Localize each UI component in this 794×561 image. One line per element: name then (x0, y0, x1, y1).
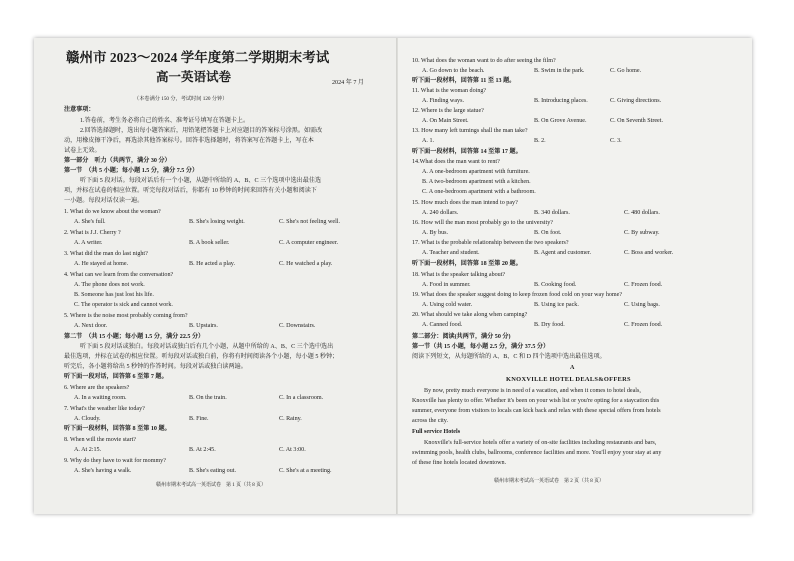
option-b: B. She's losing weight. (189, 219, 245, 225)
option-a: A. Next door. (74, 323, 108, 329)
exam-spread (34, 38, 752, 514)
option-c: C. She's not feeling well. (279, 219, 341, 225)
section-heading: 第二节 （共 15 小题；每小题 1.5 分，满分 22.5 分） (64, 334, 205, 340)
listening-prompt: 听下面一段对话，回答第 6 至第 7 题。 (64, 374, 168, 380)
passage-line: of these fine hotels located downtown. (412, 460, 507, 466)
option-a: A. On Main Street. (422, 118, 469, 124)
page-footer: 赣州市期末考试高一英语试卷 第 1 页（共 8 页） (156, 483, 267, 488)
option-b: B. A two-bedroom apartment with a kitchen. (422, 179, 531, 185)
option-c: C. 3. (610, 138, 622, 144)
exam-page-2 (398, 38, 752, 514)
option-c: C. On Seventh Street. (610, 118, 663, 124)
passage-line: across the city. (412, 418, 448, 424)
notice-title: 注意事项： (64, 107, 95, 113)
question-stem: 10. What does the woman want to do after seeing the film? (412, 58, 556, 64)
option-c: C. Boss and worker. (624, 250, 674, 256)
question-stem: 11. What is the woman doing? (412, 88, 487, 94)
question-stem: 12. Where is the large statue? (412, 108, 484, 114)
option-c: C. She's at a meeting. (279, 468, 332, 474)
option-b: B. Cooking food. (534, 282, 577, 288)
listening-prompt: 听下面一段材料，回答第 14 至第 17 题。 (412, 149, 522, 155)
option-b: B. On the train. (189, 395, 227, 401)
section-heading: 第一节（共 15 小题，每小题 2.5 分，满分 37.5 分） (412, 344, 550, 350)
option-c: C. A one-bedroom apartment with a bathroom. (422, 189, 536, 195)
option-a: A. A writer. (74, 240, 103, 246)
option-c: C. Go home. (610, 68, 642, 74)
question-stem: 18. What is the speaker talking about? (412, 272, 506, 278)
notice-line: 试卷上无效。 (64, 148, 101, 154)
question-stem: 8. When will the movie start? (64, 437, 136, 443)
option-a: A. 1. (422, 138, 435, 144)
instruction-line: 阅读下列短文，从每题所给的 A、B、C 和 D 四个选项中选出最佳选项。 (412, 354, 606, 360)
question-stem: 20. What should we take along when camping? (412, 312, 528, 318)
question-stem: 4. What can we learn from the conversation? (64, 272, 174, 278)
notice-line: 1.答卷前，考生务必将自己的姓名、准考证号填写在答题卡上。 (80, 118, 250, 124)
question-stem: 19. What does the speaker suggest doing to keep frozen food cold on your way home? (412, 292, 623, 298)
option-c: C. Using bags. (624, 302, 660, 308)
instruction-line: 一小题。每段对话仅读一遍。 (64, 198, 144, 204)
option-a: A. She's full. (74, 219, 106, 225)
listening-prompt: 听下面一段材料，回答第 11 至 13 题。 (412, 78, 516, 84)
question-stem: 7. What's the weather like today? (64, 406, 145, 412)
option-c: C. Giving directions. (610, 98, 662, 104)
listening-prompt: 听下面一段材料，回答第 18 至第 20 题。 (412, 261, 522, 267)
question-stem: 5. Where is the noise most probably coming from? (64, 313, 188, 319)
question-stem: 15. How much does the man intend to pay? (412, 200, 518, 206)
option-a: A. The phone does not work. (74, 282, 145, 288)
option-c: C. By subway. (624, 230, 660, 236)
option-b: B. Someone has just lost his life. (74, 292, 154, 298)
option-a: A. A one-bedroom apartment with furniture. (422, 169, 530, 175)
question-stem: 1. What do we know about the woman? (64, 209, 161, 215)
option-a: A. Using cold water. (422, 302, 473, 308)
question-stem: 2. What is J.J. Cherry ? (64, 230, 121, 236)
instruction-line: 最佳选项，并标在试卷的相应位置。听每段对话或独白前，你将有时间阅读各个小题，每小题 5 秒钟； (64, 354, 339, 360)
question-stem: 3. What did the man do last night? (64, 251, 148, 257)
question-stem: 9. Why do they have to wait for mommy? (64, 458, 166, 464)
option-a: A. Canned food. (422, 322, 463, 328)
page-footer: 赣州市期末考试高一英语试卷 第 2 页（共 8 页） (494, 479, 605, 484)
option-b: B. He acted a play. (189, 261, 235, 267)
option-b: B. 340 dollars. (534, 210, 570, 216)
passage-line: Knoxville has plenty to offer. Whether it's been on your wish list or you're opting for a staycation this (412, 398, 660, 404)
option-b: B. Upstairs. (189, 323, 218, 329)
instruction-line: 听完后，各小题将给出 5 秒钟的作答时间。每段对话或独白读两遍。 (64, 364, 247, 370)
option-b: B. Dry food. (534, 322, 565, 328)
option-a: A. He stayed at home. (74, 261, 129, 267)
question-stem: 13. How many left turnings shall the man take? (412, 128, 528, 134)
option-a: A. Food in summer. (422, 282, 471, 288)
question-stem: 14.What does the man want to rent? (412, 159, 500, 165)
instruction-line: 听下面 5 段对话。每段对话后有一个小题，从题中所给的 A、B、C 三个选项中选出最佳选 (80, 178, 322, 184)
option-a: A. At 2:15. (74, 447, 102, 453)
option-c: C. A computer engineer. (279, 240, 339, 246)
option-c: C. In a classroom. (279, 395, 324, 401)
option-c: C. Downstairs. (279, 323, 316, 329)
passage-letter: A (570, 365, 575, 371)
exam-date: 2024 年 7 月 (332, 80, 364, 86)
option-c: C. 480 dollars. (624, 210, 660, 216)
option-b: B. On Grove Avenue. (534, 118, 587, 124)
option-b: B. At 2:45. (189, 447, 216, 453)
part-heading: 第一部分 听力（共两节，满分 30 分） (64, 158, 171, 164)
option-a: A. Go down to the beach. (422, 68, 485, 74)
option-b: B. Agent and customer. (534, 250, 592, 256)
option-b: B. Introducing places. (534, 98, 588, 104)
passage-line: By now, pretty much everyone is in need of a vacation, and when it comes to hotel deals, (424, 388, 641, 394)
option-c: C. At 3:00. (279, 447, 306, 453)
listening-prompt: 听下面一段材料，回答第 8 至第 10 题。 (64, 426, 171, 432)
section-heading: 第一节 （共 5 小题；每小题 1.5 分，满分 7.5 分） (64, 168, 199, 174)
option-a: A. Cloudy. (74, 416, 101, 422)
option-a: A. 240 dollars. (422, 210, 459, 216)
passage-line: swimming pools, health clubs, ballrooms, conference facilities and more. You'll enjoy your stay at any (412, 450, 662, 456)
exam-title: 赣州市 2023～2024 学年度第二学期期末考试 (66, 50, 330, 65)
question-stem: 6. Where are the speakers? (64, 385, 130, 391)
option-c: C. He watched a play. (279, 261, 333, 267)
exam-meta: （本卷满分 150 分，考试时间 120 分钟） (134, 96, 228, 102)
option-c: C. Rainy. (279, 416, 302, 422)
option-a: A. She's having a walk. (74, 468, 132, 474)
instruction-line: 听下面 5 段对话或独白。每段对话或独白后有几个小题，从题中所给的 A、B、C 三个选中选出 (80, 344, 334, 350)
question-stem: 17. What is the probable relationship between the two speakers? (412, 240, 569, 246)
notice-line: 动，用橡皮擦干净后，再选涂其他答案标号。回答非选择题时，将答案写在答题卡上，写在本 (64, 138, 314, 144)
option-b: B. She's eating out. (189, 468, 236, 474)
option-c: C. Frozen food. (624, 282, 663, 288)
option-a: A. By bus. (422, 230, 449, 236)
option-b: B. 2. (534, 138, 546, 144)
passage-line: Knoxville's full-service hotels offer a variety of on-site facilities including restaurants and bars, (424, 440, 657, 446)
exam-page-1 (34, 38, 398, 514)
option-b: B. A book seller. (189, 240, 230, 246)
option-a: A. Finding ways. (422, 98, 464, 104)
question-stem: 16. How will the man most probably go to the university? (412, 220, 553, 226)
option-c: C. Frozen food. (624, 322, 663, 328)
option-b: B. Using ice pack. (534, 302, 579, 308)
option-c: C. The operator is sick and cannot work. (74, 302, 173, 308)
notice-line: 2.回答选择题时，选出每小题答案后，用铅笔把答题卡上对应题目的答案标号涂黑。如需改 (80, 128, 323, 134)
option-a: A. Teacher and student. (422, 250, 480, 256)
passage-line: summer, everyone from visitors to locals can kick back and relax with these special offers from hotels (412, 408, 661, 414)
option-b: B. Fine. (189, 416, 209, 422)
option-a: A. In a waiting room. (74, 395, 127, 401)
option-b: B. On foot. (534, 230, 562, 236)
option-b: B. Swim in the park. (534, 68, 585, 74)
passage-subhead: Full service Hotels (412, 429, 461, 435)
part-heading: 第二部分：阅读(共两节，满分 50 分) (412, 334, 511, 340)
instruction-line: 项，并标在试卷的相应位置。听完每段对话后，你都有 10 秒钟的时间来回答有关小题和阅读下 (64, 188, 317, 194)
passage-title: KNOXVILLE HOTEL DEALS&OFFERS (506, 376, 631, 383)
exam-subtitle: 高一英语试卷 (156, 70, 232, 84)
